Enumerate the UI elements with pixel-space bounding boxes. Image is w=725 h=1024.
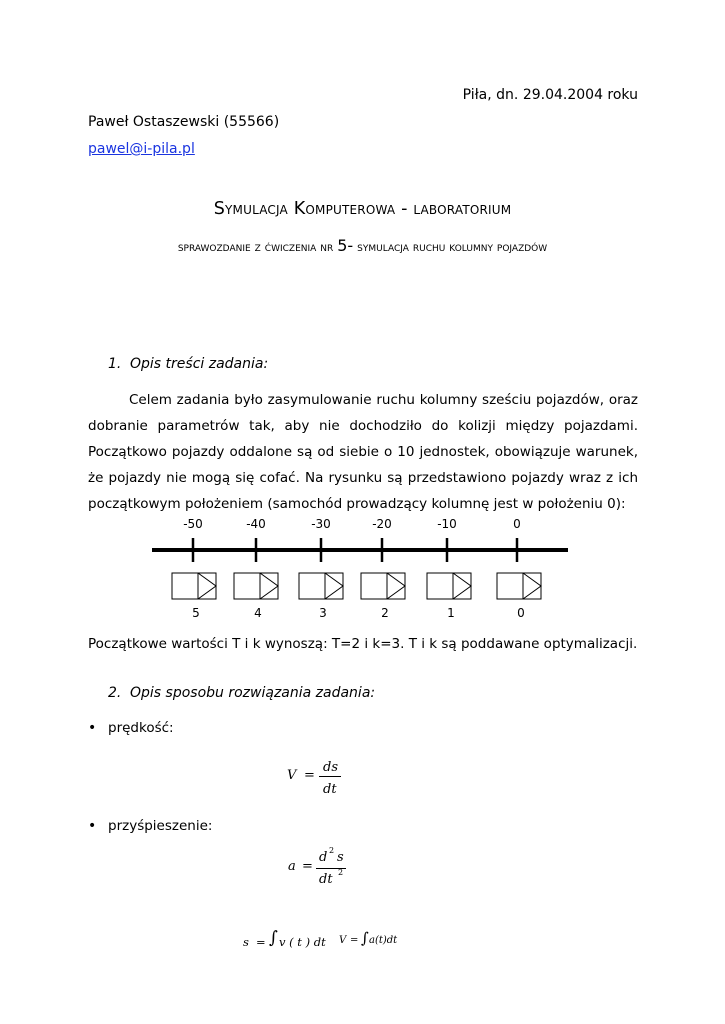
acceleration-lhs: a [288,859,296,874]
section-1-number: 1. [108,356,122,372]
author-email-link[interactable]: pawel@i-pila.pl [88,141,195,157]
vehicle [361,573,405,599]
position-label: -20 [372,517,392,531]
velocity-label: prędkość: [108,720,174,736]
vehicle-number-label: 0 [517,606,525,620]
vehicle [234,573,278,599]
author-name: Paweł Ostaszewski (55566) [88,114,280,130]
equals-sign: = [304,768,315,783]
acceleration-den-exponent: 2 [338,868,344,877]
velocity-numerator: ds [323,760,338,775]
vehicle-number-label: 5 [192,606,200,620]
integral-sign: ∫ [269,928,278,948]
document-date: Piła, dn. 29.04.2004 roku [462,87,638,103]
vehicle-body [497,573,541,599]
vehicle-column-diagram [0,510,725,625]
section-2-number: 2. [108,685,122,701]
equals-sign: = [256,935,266,949]
vehicle-body [427,573,471,599]
velocity-integrand: a(t)dt [369,935,398,946]
acceleration-label: przyśpieszenie: [108,818,213,834]
initial-values-text: Początkowe wartości T i k wynoszą: T=2 i k=3. T i k są poddawane optymalizacji. [88,636,638,652]
fraction-bar [319,776,341,777]
bullet-acceleration [88,818,212,834]
section-1-title: Opis treści zadania: [130,356,269,372]
vehicle-body [234,573,278,599]
vehicle [299,573,343,599]
vehicle-number-label: 2 [381,606,389,620]
vehicle-number-label: 3 [319,606,327,620]
subtitle-part2: symulacja ruchu kolumny pojazdów [353,239,548,254]
vehicle-body [299,573,343,599]
distance-integrand: v ( t ) dt [279,935,326,949]
document-title: Symulacja Komputerowa - laboratorium [213,199,512,219]
vehicle-number-label: 4 [254,606,262,620]
vehicle [497,573,541,599]
acceleration-formula [288,848,368,892]
acceleration-num-d: d [319,850,328,865]
section-2-title: Opis sposobu rozwiązania zadania: [130,685,376,701]
position-label: -40 [246,517,266,531]
exercise-number: 5- [337,236,354,255]
document-subtitle [0,236,725,255]
equals-sign: = [302,859,313,874]
velocity-formula [287,760,357,800]
position-label: 0 [513,517,521,531]
velocity-denominator: dt [323,782,337,797]
vehicle-body [172,573,216,599]
integral-sign: ∫ [361,929,369,947]
acceleration-den-dt: dt [319,872,333,887]
vehicle [427,573,471,599]
equals-sign: = [350,935,359,946]
vehicle-number-label: 1 [447,606,455,620]
subtitle-part1: sprawozdanie z ćwiczenia nr [177,239,338,254]
section-1-heading [108,356,268,372]
vehicle-body [361,573,405,599]
section-2-heading [108,685,375,701]
position-label: -10 [437,517,457,531]
integral-formulas [243,930,423,956]
position-label: -50 [183,517,203,531]
bullet-dot: • [88,818,97,834]
velocity-lhs: V [287,768,297,783]
position-label: -30 [311,517,331,531]
bullet-velocity [88,720,174,736]
distance-lhs: s [243,935,249,949]
acceleration-num-s: s [337,850,344,865]
acceleration-num-exponent: 2 [329,846,335,855]
velocity-lhs-2: V [339,935,347,946]
vehicle [172,573,216,599]
bullet-dot: • [88,720,97,736]
task-description-paragraph: Celem zadania było zasymulowanie ruchu kolumny sześciu pojazdów, oraz dobranie parametrów tak, aby nie dochodziło do kolizji między pojazdami. Początkowo pojazdy oddalone są od siebie o 10 jednostek, obowiązuje warunek, że pojazdy nie mogą się cofać. Na rysunku są przedstawiono pojazdy wraz z ich początkowym położeniem (samochód prowadzący kolumnę jest w położeniu 0): [88,392,638,512]
